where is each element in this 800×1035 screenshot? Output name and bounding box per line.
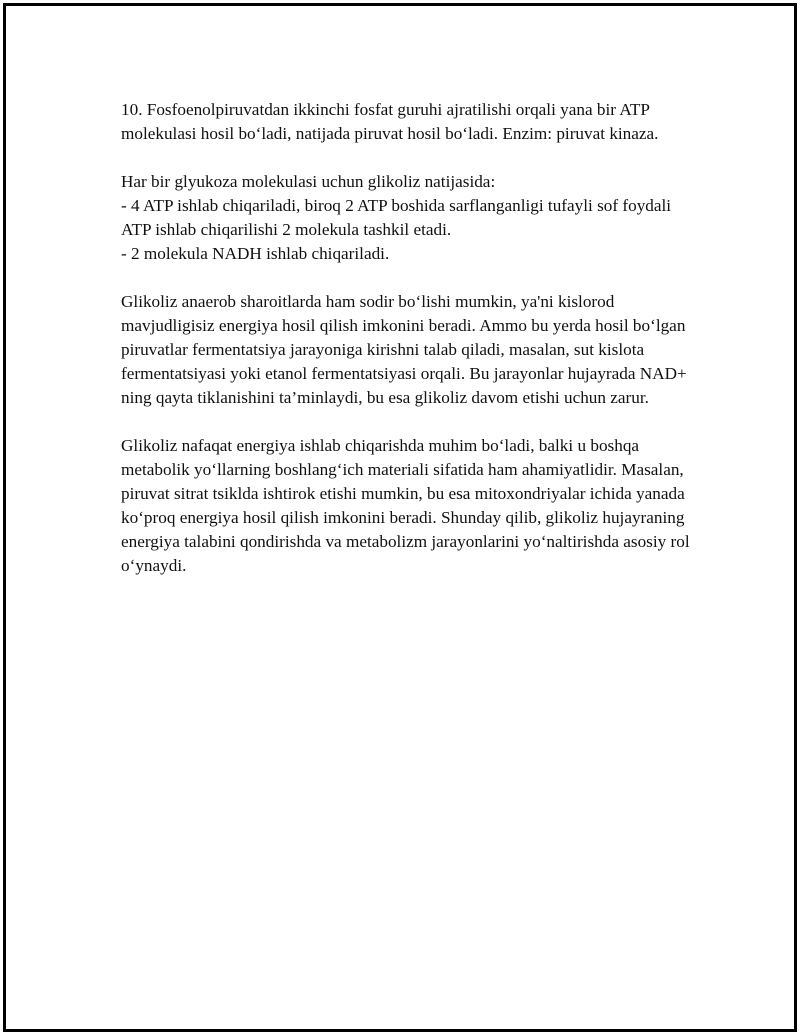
summary-intro: Har bir glyukoza molekulasi uchun glikoliz natijasida: xyxy=(121,172,496,191)
summary-item-nadh: - 2 molekula NADH ishlab chiqariladi. xyxy=(121,244,390,263)
page-border xyxy=(3,3,797,1032)
document-body xyxy=(121,98,701,602)
step-10-paragraph: 10. Fosfoenolpiruvatdan ikkinchi fosfat guruhi ajratilishi orqali yana bir ATP molekulasi hosil bo‘ladi, natijada piruvat hosil bo‘ladi. Enzim: piruvat kinaza. xyxy=(121,100,659,143)
metabolic-role-paragraph: Glikoliz nafaqat energiya ishlab chiqarishda muhim bo‘ladi, balki u boshqa metabolik yo‘llarning boshlang‘ich materiali sifatida ham ahamiyatlidir. Masalan, piruvat sitrat tsiklda ishtirok etishi mumkin, bu esa mitoxondriyalar ichida yanada ko‘proq energiya hosil qilish imkonini beradi. Shunday qilib, glikoliz hujayraning energiya talabini qondirishda va metabolizm jarayonlarini yo‘naltirishda asosiy rol o‘ynaydi. xyxy=(121,436,690,575)
glycolysis-summary xyxy=(121,170,701,266)
anaerobic-paragraph: Glikoliz anaerob sharoitlarda ham sodir bo‘lishi mumkin, ya'ni kislorod mavjudligisiz energiya hosil qilish imkonini beradi. Ammo bu yerda hosil bo‘lgan piruvatlar fermentatsiya jarayoniga kirishni talab qiladi, masalan, sut kislota fermentatsiyasi yoki etanol fermentatsiyasi orqali. Bu jarayonlar hujayrada NAD+ ning qayta tiklanishini ta’minlaydi, bu esa glikoliz davom etishi uchun zarur. xyxy=(121,292,687,407)
summary-item-atp: - 4 ATP ishlab chiqariladi, biroq 2 ATP boshida sarflanganligi tufayli sof foydali ATP ishlab chiqarilishi 2 molekula tashkil etadi. xyxy=(121,196,672,239)
